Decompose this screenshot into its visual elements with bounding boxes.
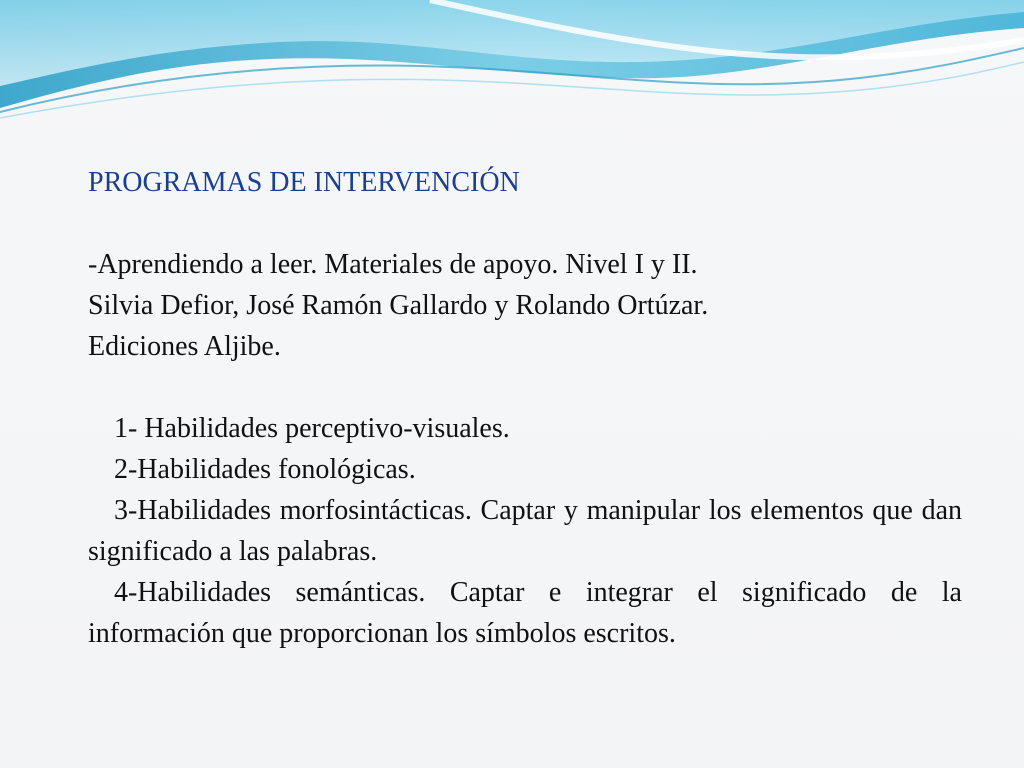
slide-title: PROGRAMAS DE INTERVENCIÓN [88,167,520,198]
spacer [88,203,962,244]
slide-content [88,162,962,654]
list-item: 2-Habilidades fonológicas. [114,454,416,485]
intro-line-publisher: Ediciones Aljibe. [88,331,281,362]
wave-header-decoration [0,0,1024,130]
list-item: 1- Habilidades perceptivo-visuales. [114,413,510,444]
spacer [88,367,962,408]
list-item: 3-Habilidades morfosintácticas. Captar y manipular los elementos que dan significado a las palabras. [88,495,962,567]
list-item: 4-Habilidades semánticas. Captar e integrar el significado de la información que proporcionan los símbolos escritos. [88,577,962,649]
intro-line-authors: Silvia Defior, José Ramón Gallardo y Rolando Ortúzar. [88,290,709,321]
intro-line-program: -Aprendiendo a leer. Materiales de apoyo. Nivel I y II. [88,249,698,280]
